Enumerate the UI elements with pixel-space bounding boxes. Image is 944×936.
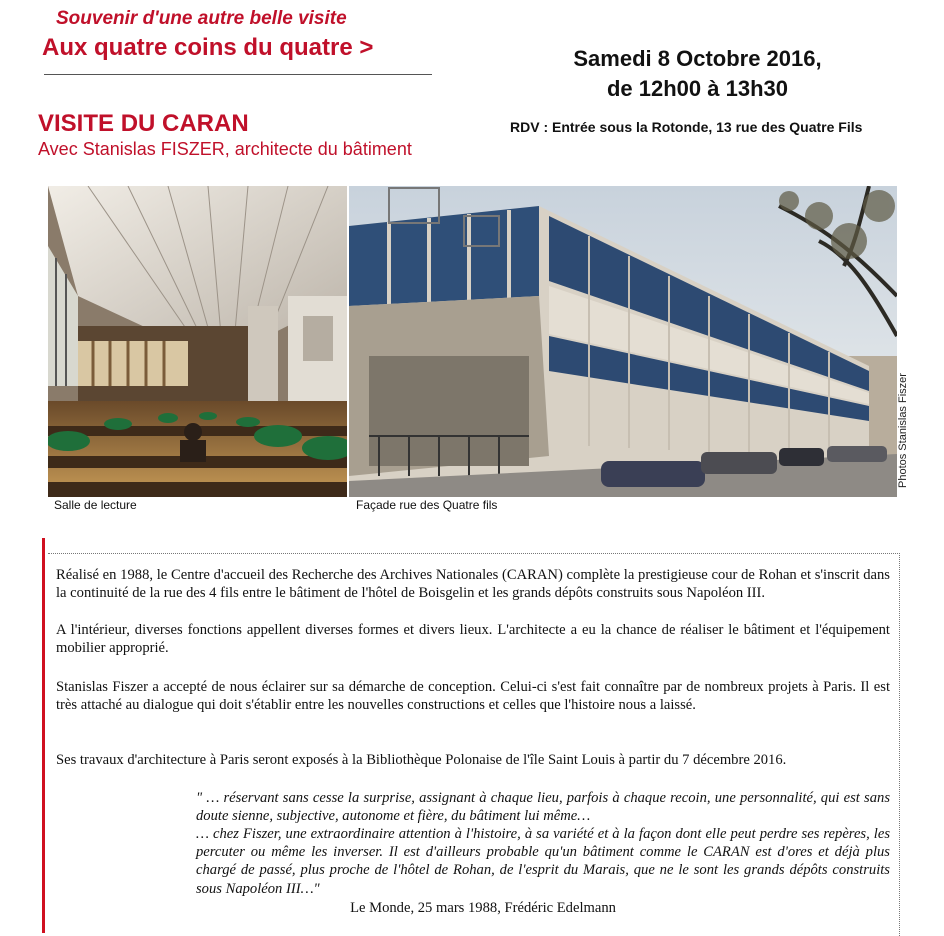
- quote-source: Le Monde, 25 mars 1988, Frédéric Edelmann: [350, 900, 616, 916]
- paragraph-architect: Stanislas Fiszer a accepté de nous éclairer sur sa démarche de conception. Celui-ci s'est fait connaître par de nombreux projets à Paris. Il est très attaché au dialogue qui doit s'établir entre les nouvelles constructions et celles que l'histoire nous a laissé.: [56, 679, 890, 714]
- facade-illustration: [349, 186, 897, 497]
- facade-photo: [349, 186, 897, 497]
- series-link[interactable]: Aux quatre coins du quatre >: [42, 34, 374, 61]
- press-quote-part1: " … réservant sans cesse la surprise, assignant à chaque lieu, parfois à chaque recoin, une personnalité, qui est sans doute sienne, subjective, autonome et fière, du bâtiment lui même…: [196, 790, 890, 825]
- red-accent-bar: [42, 538, 45, 933]
- header-divider: [44, 74, 432, 75]
- souvenir-heading: Souvenir d'une autre belle visite: [56, 8, 347, 29]
- press-quote-part2: … chez Fiszer, une extraordinaire attention à l'histoire, à sa variété et à la façon dont elle peut perdre ses repères, les percuter ou même les inverser. Il est d'ailleurs probable qu'un bâtiment comme le CARAN est d'ores et déjà plus chargé de passé, plus proche de l'hôtel de Rohan, de l'esprit du Marais, que ne le sont les grands dépôts construits sous Napoléon III…": [196, 826, 890, 897]
- paragraph-exhibition: Ses travaux d'architecture à Paris seront exposés à la Bibliothèque Polonaise de l'île Saint Louis à partir du 7 décembre 2016.: [56, 752, 787, 768]
- facade-caption: Façade rue des Quatre fils: [356, 498, 498, 512]
- reading-room-photo: [48, 186, 347, 497]
- meeting-point: RDV : Entrée sous la Rotonde, 13 rue des Quatre Fils: [510, 119, 863, 135]
- visit-title: VISITE DU CARAN: [38, 110, 249, 137]
- reading-room-caption: Salle de lecture: [54, 498, 137, 512]
- visit-guide: Avec Stanislas FISZER, architecte du bâtiment: [38, 139, 412, 159]
- photo-credit: Photos Stanislas Fiszer: [897, 373, 909, 488]
- paragraph-intro: Réalisé en 1988, le Centre d'accueil des Recherche des Archives Nationales (CARAN) complète la prestigieuse cour de Rohan et s'inscrit dans la continuité de la rue des 4 fils entre le bâtiment de l'hôtel de Boisgelin et les grands dépôts construits sous Napoléon III.: [56, 567, 890, 602]
- event-date: Samedi 8 Octobre 2016,: [573, 46, 822, 71]
- paragraph-interior: A l'intérieur, diverses fonctions appellent diverses formes et divers lieux. L'architecte a eu la chance de réaliser le bâtiment et l'équipement mobilier approprié.: [56, 622, 890, 657]
- event-time: de 12h00 à 13h30: [606, 76, 788, 101]
- reading-room-illustration: [48, 186, 347, 497]
